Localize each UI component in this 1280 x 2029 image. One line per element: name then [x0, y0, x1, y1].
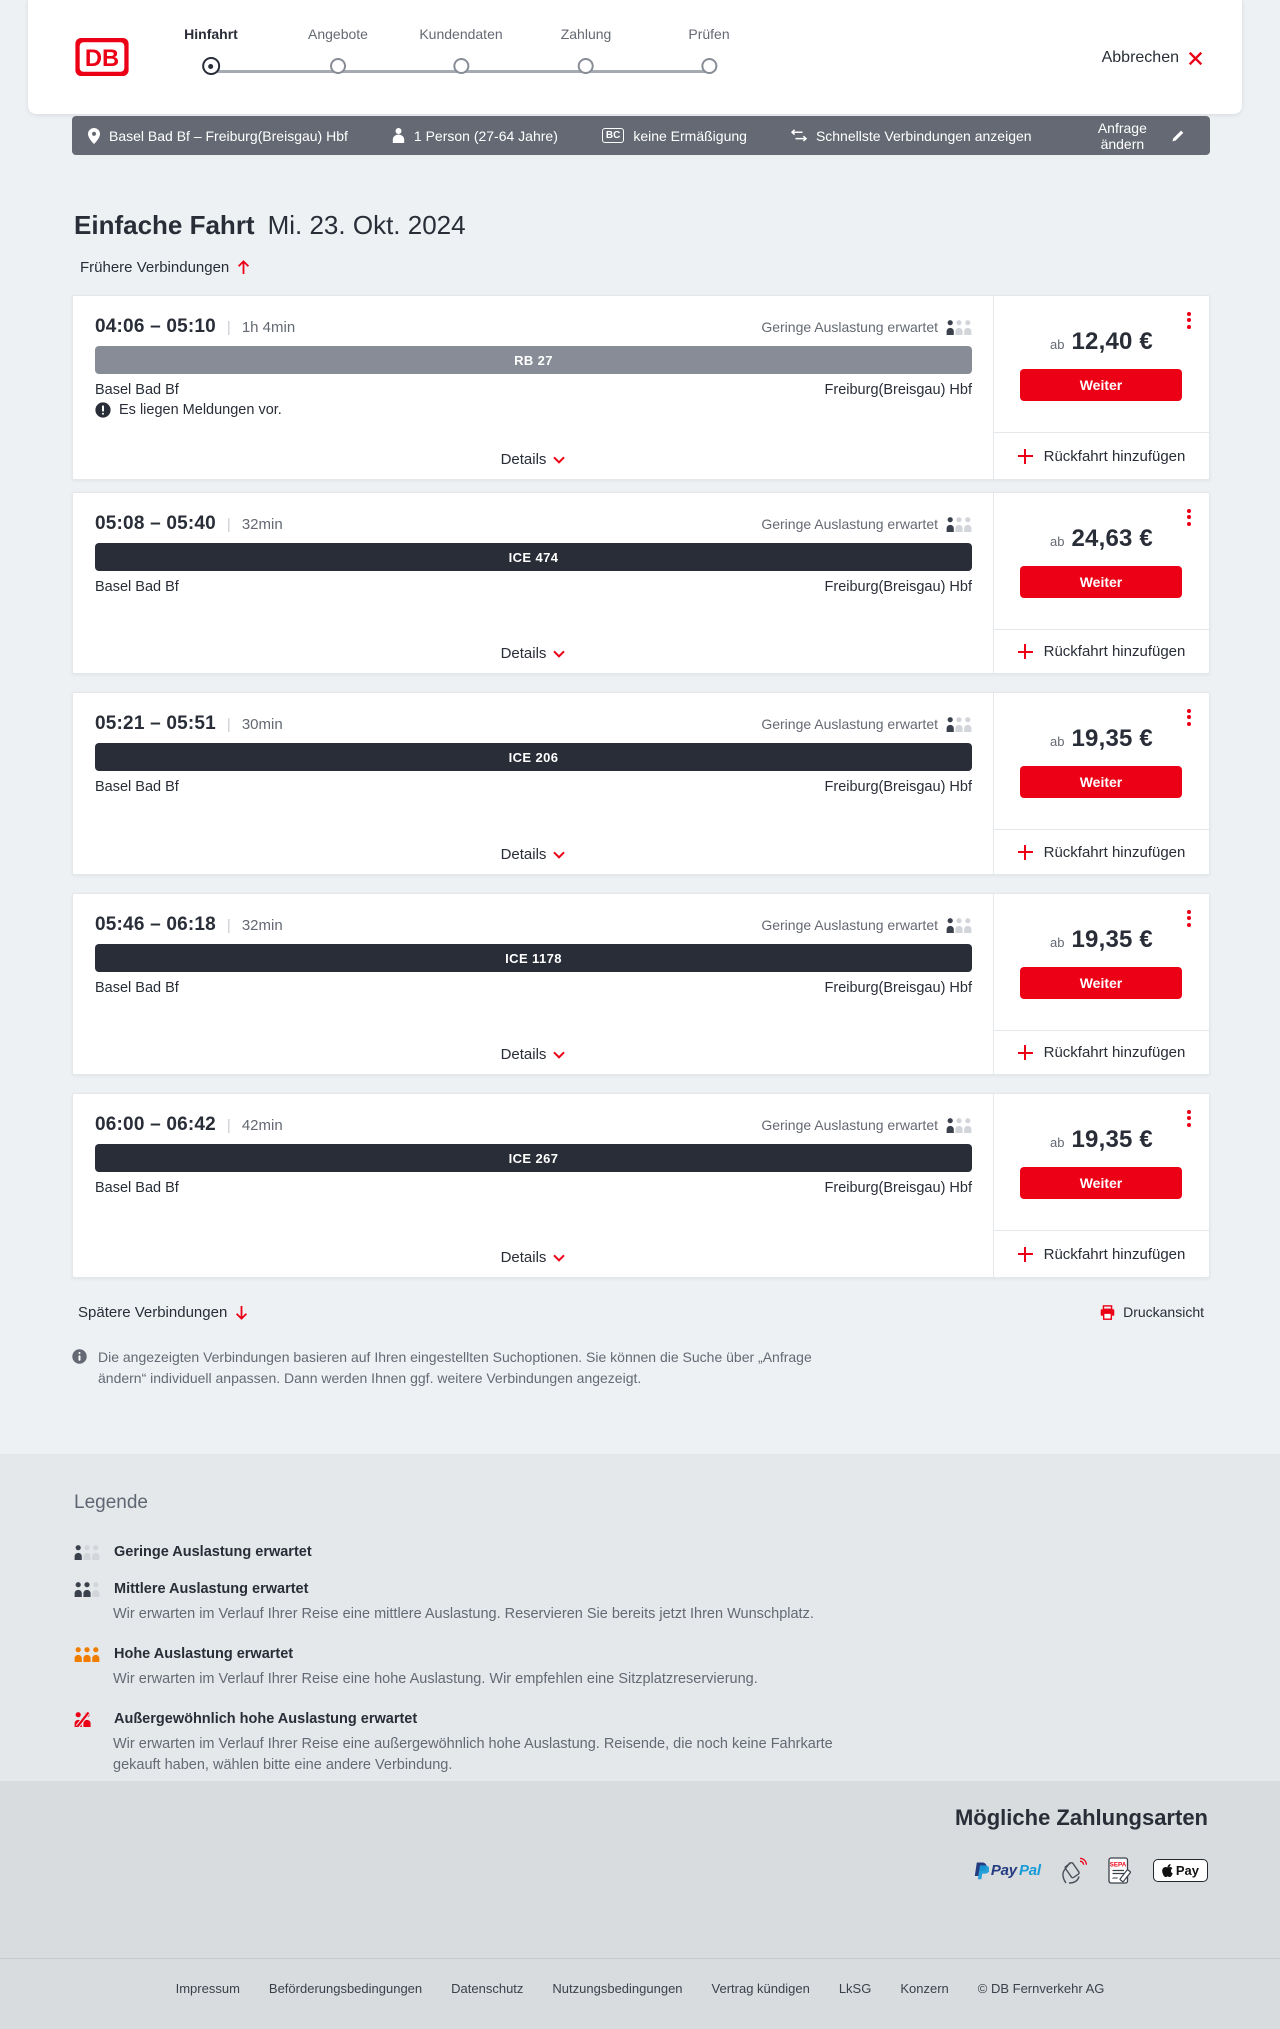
weiter-button[interactable]: Weiter	[1020, 369, 1182, 401]
add-return-label: Rückfahrt hinzufügen	[1043, 843, 1186, 861]
travelers-summary	[392, 128, 558, 144]
db-logo	[75, 38, 129, 76]
destination-station: Freiburg(Breisgau) Hbf	[824, 1180, 972, 1196]
footer-link-lksg[interactable]: LkSG	[838, 1981, 872, 1996]
route-label: Basel Bad Bf – Freiburg(Breisgau) Hbf	[109, 127, 348, 144]
step-label: Hinfahrt	[184, 26, 238, 42]
legend-item	[74, 1711, 1280, 1727]
time-separator: |	[226, 917, 231, 934]
connection-duration: 30min	[241, 716, 283, 733]
step-dot-active-icon	[202, 57, 220, 75]
plus-icon	[1018, 1247, 1033, 1262]
person-icon	[392, 128, 405, 143]
earlier-connections-label: Frühere Verbindungen	[80, 259, 230, 276]
close-icon	[1188, 51, 1203, 66]
swap-arrows-icon	[791, 129, 807, 142]
time-separator: |	[226, 516, 231, 533]
price-panel	[994, 493, 1209, 673]
price-value: 19,35 €	[1071, 1126, 1153, 1153]
occupancy-low-icon	[946, 517, 972, 532]
print-view-label: Druckansicht	[1123, 1304, 1204, 1320]
occupancy-indicator	[761, 319, 972, 335]
occupancy-indicator	[761, 917, 972, 933]
connection-duration: 32min	[241, 516, 283, 533]
details-toggle[interactable]	[73, 845, 993, 864]
train-label: ICE 474	[508, 549, 559, 565]
occupancy-low-icon	[946, 717, 972, 732]
price-prefix: ab	[1050, 935, 1065, 950]
price-panel	[994, 296, 1209, 479]
add-return-label: Rückfahrt hinzufügen	[1043, 1044, 1186, 1061]
train-label: RB 27	[514, 352, 553, 368]
connection-card	[72, 893, 1210, 1075]
plus-icon	[1018, 644, 1033, 659]
travelers-label: 1 Person (27-64 Jahre)	[413, 127, 558, 144]
fastest-label: Schnellste Verbindungen anzeigen	[815, 127, 1032, 144]
plus-icon	[1018, 449, 1033, 464]
legend-item-label: Mittlere Auslastung erwartet	[114, 1581, 309, 1597]
apple-pay-logo	[1153, 1859, 1208, 1882]
footer-link-nutzungsbedingungen[interactable]: Nutzungsbedingungen	[552, 1981, 683, 1996]
search-summary-bar	[72, 116, 1210, 155]
price-panel	[994, 894, 1209, 1074]
price-value: 19,35 €	[1071, 725, 1153, 752]
add-return-button[interactable]	[994, 433, 1209, 479]
connection-main	[73, 1094, 994, 1277]
connection-card	[72, 1093, 1210, 1278]
connection-duration: 32min	[241, 917, 283, 934]
legend-item-label: Außergewöhnlich hohe Auslastung erwartet	[114, 1711, 418, 1727]
origin-station: Basel Bad Bf	[95, 1180, 179, 1196]
payment-title: Mögliche Zahlungsarten	[954, 1805, 1208, 1830]
search-info-note	[72, 1347, 872, 1389]
train-bar[interactable]	[95, 743, 972, 771]
footer	[0, 1958, 1280, 2029]
train-label: ICE 206	[508, 749, 559, 765]
step-dot-icon	[330, 58, 346, 74]
step-kundendaten[interactable]	[419, 26, 502, 74]
legend-item	[74, 1544, 1280, 1560]
occupancy-high-icon	[74, 1647, 100, 1662]
train-bar[interactable]	[95, 543, 972, 571]
occupancy-label: Geringe Auslastung erwartet	[761, 1117, 938, 1133]
footer-link-befoerderungsbedingungen[interactable]: Beförderungsbedingungen	[268, 1981, 423, 1996]
step-label: Kundendaten	[419, 26, 503, 42]
destination-station: Freiburg(Breisgau) Hbf	[824, 779, 972, 795]
later-connections-label: Spätere Verbindungen	[78, 1304, 228, 1321]
add-return-button[interactable]	[994, 1031, 1209, 1074]
later-connections-button[interactable]	[72, 1303, 254, 1322]
apple-pay-label: Pay	[1175, 1863, 1199, 1878]
details-label: Details	[500, 1249, 547, 1266]
occupancy-low-icon	[946, 918, 972, 933]
discount-label: keine Ermäßigung	[633, 127, 747, 144]
occupancy-low-icon	[74, 1545, 100, 1560]
footer-link-impressum[interactable]: Impressum	[175, 1981, 240, 1996]
journey-date: Mi. 23. Okt. 2024	[267, 210, 466, 240]
connection-card	[72, 295, 1210, 480]
chevron-down-icon	[553, 1254, 565, 1262]
connection-main	[73, 296, 994, 479]
origin-station: Basel Bad Bf	[95, 579, 179, 595]
add-return-label: Rückfahrt hinzufügen	[1043, 447, 1186, 465]
search-info-text: Die angezeigten Verbindungen basieren auf Ihren eingestellten Suchoptionen. Sie können die Suche über „Anfrage ändern“ individuell anpassen. Dann werden Ihnen ggf. weitere Verbindungen angezeigt.	[98, 1349, 812, 1386]
step-zahlung[interactable]	[561, 26, 612, 74]
step-label: Zahlung	[560, 26, 612, 42]
cancel-label: Abbrechen	[1101, 49, 1179, 66]
occupancy-label: Geringe Auslastung erwartet	[761, 917, 938, 933]
header	[28, 0, 1242, 114]
occupancy-very-high-icon	[74, 1712, 100, 1727]
step-dot-icon	[453, 58, 469, 74]
arrow-up-icon	[237, 260, 250, 275]
destination-station: Freiburg(Breisgau) Hbf	[824, 980, 972, 996]
earlier-connections-button[interactable]	[74, 258, 256, 277]
chevron-down-icon	[553, 851, 565, 859]
step-hinfahrt[interactable]	[184, 26, 238, 75]
connection-time: 05:46 – 06:18	[95, 914, 216, 935]
chevron-down-icon	[553, 456, 565, 464]
destination-station: Freiburg(Breisgau) Hbf	[824, 382, 972, 398]
origin-station: Basel Bad Bf	[95, 779, 179, 795]
apple-icon	[1162, 1864, 1173, 1877]
details-toggle[interactable]	[73, 1248, 993, 1267]
add-return-button[interactable]	[994, 830, 1209, 874]
legend-item-desc: Wir erwarten im Verlauf Ihrer Reise eine außergewöhnlich hohe Auslastung. Reisende, die noch keine Fahrkarte gekauft haben, wählen bitte eine andere Verbindung.	[113, 1736, 833, 1773]
connection-time: 04:06 – 05:10	[95, 316, 216, 337]
legend-item	[74, 1581, 1280, 1597]
step-angebote[interactable]	[308, 26, 368, 74]
cancel-button[interactable]	[1096, 48, 1209, 68]
chevron-down-icon	[553, 650, 565, 658]
occupancy-medium-icon	[74, 1582, 100, 1597]
price-prefix: ab	[1050, 337, 1065, 352]
details-label: Details	[500, 645, 547, 662]
legend-item-desc: Wir erwarten im Verlauf Ihrer Reise eine mittlere Auslastung. Reservieren Sie bereits jetzt Ihren Wunschplatz.	[113, 1606, 814, 1622]
add-return-button[interactable]	[994, 1231, 1209, 1277]
details-label: Details	[500, 1046, 547, 1063]
occupancy-label: Geringe Auslastung erwartet	[761, 516, 938, 532]
connection-card	[72, 492, 1210, 674]
occupancy-low-icon	[946, 320, 972, 335]
footer-link-konzern[interactable]: Konzern	[900, 1981, 949, 1996]
pencil-icon	[1172, 129, 1184, 143]
price-value: 12,40 €	[1071, 328, 1153, 355]
connection-main	[73, 493, 994, 673]
train-label: ICE 267	[508, 1150, 559, 1166]
legend-item	[74, 1646, 1280, 1662]
origin-station: Basel Bad Bf	[95, 980, 179, 996]
connection-time: 05:21 – 05:51	[95, 713, 216, 734]
printer-icon	[1100, 1305, 1115, 1320]
price-value: 19,35 €	[1071, 926, 1153, 953]
step-label: Prüfen	[688, 26, 730, 42]
paypal-mark-icon	[974, 1862, 989, 1880]
occupancy-indicator	[761, 516, 972, 532]
details-toggle[interactable]	[73, 644, 993, 663]
connection-card	[72, 692, 1210, 875]
notice-label: Es liegen Meldungen vor.	[119, 402, 282, 418]
legend-title: Legende	[74, 1492, 148, 1513]
details-toggle[interactable]	[73, 450, 993, 469]
legend-section	[0, 1454, 1280, 1781]
svg-text:SEPA: SEPA	[1109, 1861, 1127, 1869]
destination-station: Freiburg(Breisgau) Hbf	[824, 579, 972, 595]
footer-copyright: © DB Fernverkehr AG	[977, 1981, 1105, 1996]
print-view-button[interactable]	[1094, 1303, 1210, 1321]
connection-duration: 42min	[241, 1117, 283, 1134]
details-label: Details	[500, 451, 547, 468]
occupancy-indicator	[761, 1117, 972, 1133]
weiter-button[interactable]: Weiter	[1020, 1167, 1182, 1199]
legend-item-label: Hohe Auslastung erwartet	[114, 1646, 294, 1662]
bahncard-badge: BC	[602, 128, 624, 143]
price-prefix: ab	[1050, 734, 1065, 749]
price-panel	[994, 693, 1209, 874]
arrow-down-icon	[235, 1305, 248, 1320]
journey-type: Einfache Fahrt	[74, 210, 255, 240]
add-return-label: Rückfahrt hinzufügen	[1043, 643, 1186, 660]
sepa-direct-debit-icon	[1108, 1857, 1133, 1884]
details-label: Details	[500, 846, 547, 863]
details-toggle[interactable]	[73, 1045, 993, 1064]
contactless-payment-icon	[1061, 1857, 1088, 1884]
connection-main	[73, 693, 994, 874]
fastest-summary	[791, 128, 1032, 144]
add-return-button[interactable]	[994, 630, 1209, 673]
occupancy-label: Geringe Auslastung erwartet	[761, 716, 938, 732]
occupancy-indicator	[761, 716, 972, 732]
time-separator: |	[226, 1117, 231, 1134]
step-dot-icon	[701, 58, 717, 74]
paypal-text-pal: Pal	[1018, 1862, 1041, 1879]
connection-notice	[95, 402, 282, 418]
connection-time: 06:00 – 06:42	[95, 1114, 216, 1135]
paypal-logo	[974, 1862, 1041, 1880]
route-summary	[88, 128, 348, 144]
legend-item-desc: Wir erwarten im Verlauf Ihrer Reise eine hohe Auslastung. Wir empfehlen eine Sitzplatzreservierung.	[113, 1671, 758, 1687]
occupancy-low-icon	[946, 1118, 972, 1133]
occupancy-label: Geringe Auslastung erwartet	[761, 319, 938, 335]
price-value: 24,63 €	[1071, 525, 1153, 552]
time-separator: |	[226, 716, 231, 733]
footer-link-datenschutz[interactable]: Datenschutz	[451, 1981, 524, 1996]
legend-item-label: Geringe Auslastung erwartet	[114, 1544, 312, 1560]
location-pin-icon	[88, 128, 100, 144]
time-separator: |	[226, 319, 231, 336]
step-label: Angebote	[308, 26, 368, 42]
footer-link-vertrag-kuendigen[interactable]: Vertrag kündigen	[711, 1981, 810, 1996]
plus-icon	[1018, 845, 1033, 860]
paypal-text-pay: Pay	[990, 1862, 1017, 1879]
price-panel	[994, 1094, 1209, 1277]
connection-time: 05:08 – 05:40	[95, 513, 216, 534]
connection-duration: 1h 4min	[241, 319, 296, 336]
step-pruefen[interactable]	[688, 26, 729, 74]
price-prefix: ab	[1050, 534, 1065, 549]
alert-icon	[95, 402, 111, 418]
page-title	[74, 208, 466, 242]
train-bar[interactable]	[95, 346, 972, 374]
train-bar[interactable]	[95, 1144, 972, 1172]
train-bar[interactable]	[95, 944, 972, 972]
edit-request-button[interactable]	[1076, 119, 1190, 153]
plus-icon	[1018, 1045, 1033, 1060]
weiter-button[interactable]: Weiter	[1020, 566, 1182, 598]
price-prefix: ab	[1050, 1135, 1065, 1150]
weiter-button[interactable]: Weiter	[1020, 766, 1182, 798]
origin-station: Basel Bad Bf	[95, 382, 179, 398]
discount-summary	[602, 128, 747, 144]
connection-main	[73, 894, 994, 1074]
payment-methods	[974, 1857, 1208, 1884]
step-dot-icon	[578, 58, 594, 74]
add-return-label: Rückfahrt hinzufügen	[1043, 1245, 1186, 1263]
train-label: ICE 1178	[505, 950, 562, 966]
edit-request-label: Anfrage ändern	[1097, 119, 1147, 152]
info-icon	[72, 1349, 87, 1364]
chevron-down-icon	[553, 1051, 565, 1059]
db-logo-text: DB	[84, 45, 120, 73]
weiter-button[interactable]: Weiter	[1020, 967, 1182, 999]
payment-section	[0, 1781, 1280, 1958]
